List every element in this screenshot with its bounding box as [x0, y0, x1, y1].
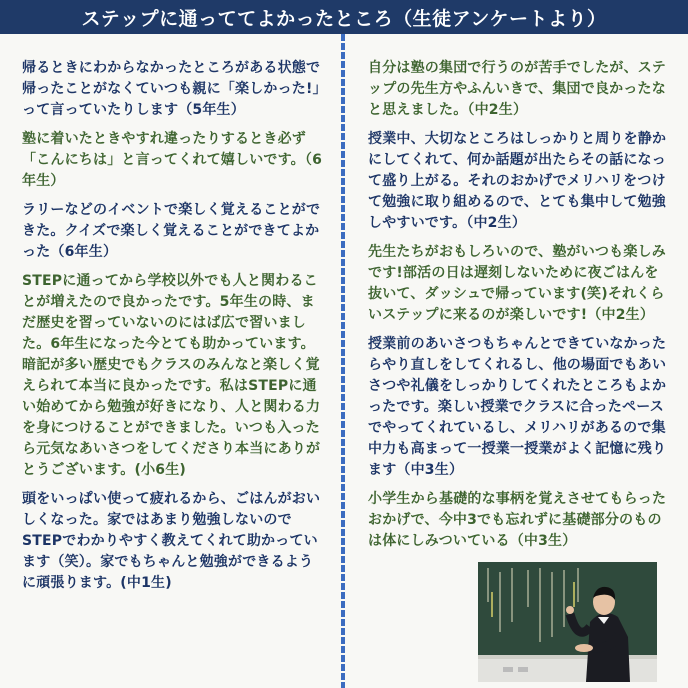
teacher-photo — [478, 562, 657, 682]
right-column — [368, 34, 672, 688]
left-column — [22, 34, 326, 688]
testimonial: 帰るときにわからなかったところがある状態で帰ったことがなくていつも親に「楽しかった!」って言っていたりします（5年生） — [22, 60, 321, 118]
testimonial: ラリーなどのイベントで楽しく覚えることができた。クイズで楽しく覚えることができてよかった（6年生） — [22, 202, 321, 260]
testimonial: 授業前のあいさつもちゃんとできていなかったらやり直しをしてくれるし、他の場面でもあいさつや礼儀をしっかりしてくれたところもよかったです。楽しい授業でクラスに合ったペースでやってくれているし、メリハリがあるので集中力も高まって一授業一授業がよく記憶に残ります（中3生） — [368, 336, 667, 478]
testimonial: 塾に着いたときやすれ違ったりするとき必ず「こんにちは」と言ってくれて嬉しいです。（6年生） — [22, 131, 323, 189]
testimonial: 自分は塾の集団で行うのが苦手でしたが、ステップの先生方やふんいきで、集団で良かったなと思えました。（中2生） — [368, 60, 666, 118]
column-divider — [341, 34, 345, 688]
testimonial: 授業中、大切なところはしっかりと周りを静かにしてくれて、何か話題が出たらその話になって盛り上がる。それのおかげでメリハリをつけて勉強に取り組めるので、とても集中して勉強しやすいです。（中2生） — [368, 131, 667, 231]
testimonial-columns — [0, 34, 688, 688]
page-title: ステップに通っててよかったところ（生徒アンケートより） — [81, 7, 607, 30]
testimonial: 先生たちがおもしろいので、塾がいつも楽しみです!部活の日は遅刻しないために夜ごはんを抜いて、ダッシュで帰っています(笑)それくらいステップに来るのが楽しいです!（中2生） — [368, 244, 666, 323]
testimonial: 小学生から基礎的な事柄を覚えさせてもらったおかげで、今中3でも忘れずに基礎部分のものは体にしみついている（中3生） — [368, 491, 667, 549]
title-banner — [0, 0, 688, 34]
teacher-at-chalkboard-image — [478, 562, 657, 682]
testimonial: 頭をいっぱい使って疲れるから、ごはんがおいしくなった。家ではあまり勉強しないのでSTEPでわかりやすく教えてくれて助かっています（笑）。家でもちゃんと勉強ができるように頑張ります。(中1生) — [22, 491, 321, 591]
testimonial: STEPに通ってから学校以外でも人と関わることが増えたので良かったです。5年生の時、まだ歴史を習っていないのにはば広で習いました。6年生になった今とても助かっています。暗記が多い歴史でもクラスのみんなと楽しく覚えられて本当に良かったです。私はSTEPに通い始めてから勉強が好きになり、人と関わる力を身につけることができました。いつも入ったら元気なあいさつをしてくださり本当にありがとうございます。(小6生) — [22, 273, 321, 478]
